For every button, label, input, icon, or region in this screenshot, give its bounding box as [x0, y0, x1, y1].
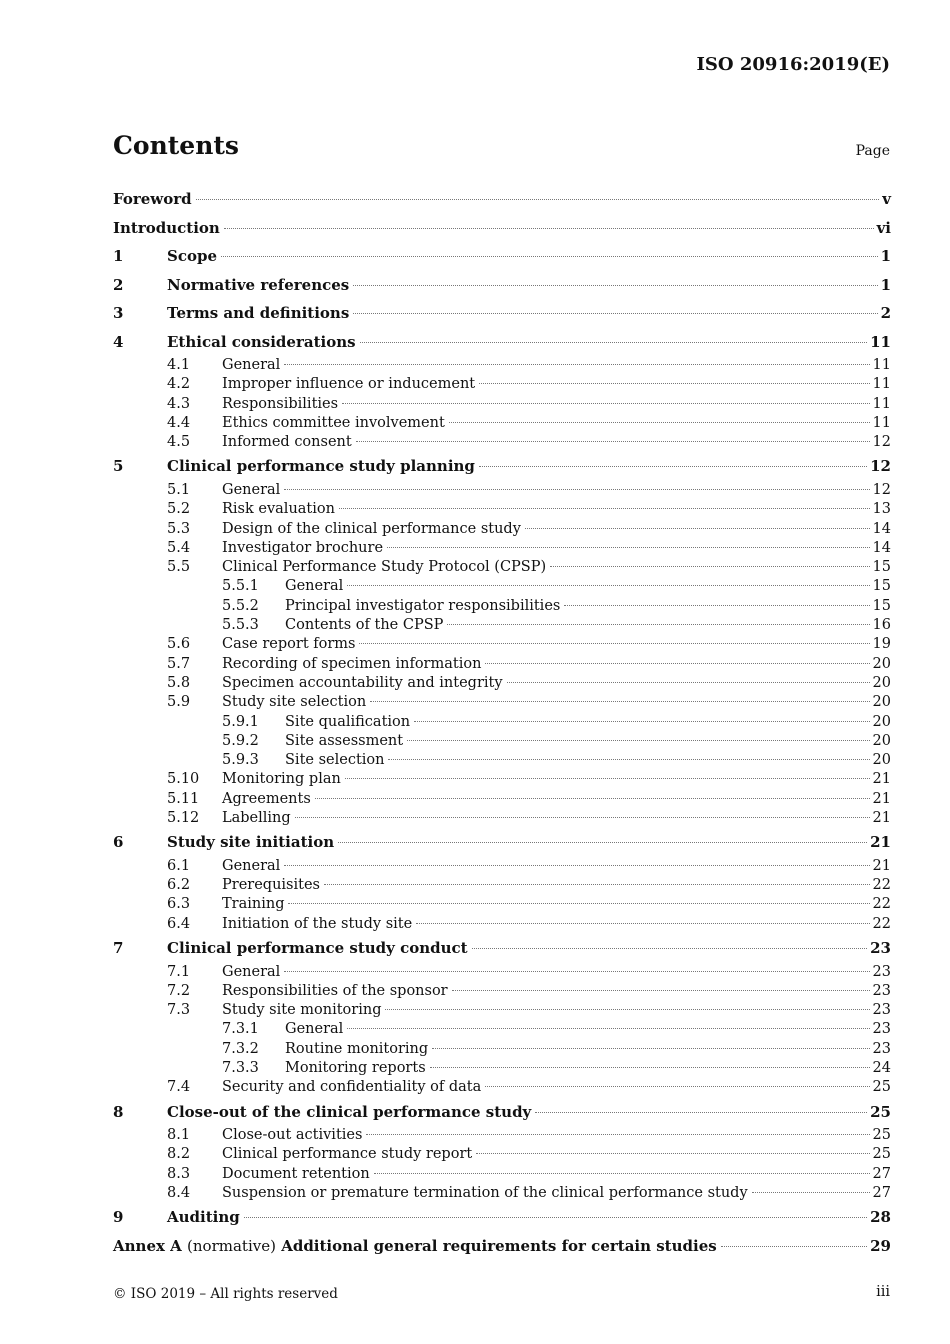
- dot-leader: [315, 798, 870, 799]
- toc-entry-number: 2: [113, 275, 124, 294]
- toc-entry-title: Ethics committee involvement: [222, 414, 445, 431]
- toc-entry[interactable]: [113, 539, 891, 558]
- toc-entry-number: 7.3.1: [222, 1021, 259, 1038]
- toc-entry-title: Monitoring reports: [285, 1060, 426, 1076]
- toc-entry[interactable]: [113, 1040, 891, 1059]
- dot-leader: [370, 701, 869, 702]
- toc-entry-page: 25: [872, 1146, 891, 1163]
- toc-entry-title: Responsibilities of the sponsor: [222, 982, 448, 999]
- dot-leader: [485, 1086, 869, 1087]
- dot-leader: [550, 566, 869, 567]
- toc-entry-title: Site selection: [285, 752, 385, 769]
- table-of-contents: [113, 185, 891, 1260]
- toc-entry-number: 5.9: [167, 694, 191, 711]
- toc-entry-title: Case report forms: [222, 636, 356, 653]
- copyright-notice: © ISO 2019 – All rights reserved: [113, 1286, 338, 1302]
- toc-entry[interactable]: [113, 732, 891, 751]
- toc-entry-number: 5.7: [167, 655, 191, 672]
- toc-entry[interactable]: [113, 895, 891, 914]
- toc-entry[interactable]: [113, 356, 891, 375]
- toc-entry-title: General: [285, 578, 344, 595]
- toc-entry-page: 28: [870, 1208, 891, 1227]
- dot-leader: [432, 1048, 869, 1049]
- toc-entry-number: 5.11: [167, 790, 200, 807]
- toc-entry-title: Clinical performance study report: [222, 1146, 473, 1163]
- toc-entry[interactable]: [113, 328, 891, 357]
- toc-entry-title: Principal investigator responsibilities: [285, 597, 561, 614]
- toc-entry[interactable]: [113, 751, 891, 770]
- dot-leader: [479, 466, 867, 467]
- dot-leader: [345, 778, 870, 779]
- toc-entry-number: 4.3: [167, 395, 191, 412]
- dot-leader: [479, 383, 869, 384]
- annex-title: Additional general requirements for certain studies: [281, 1236, 717, 1255]
- toc-entry-title: Ethical considerations: [167, 332, 356, 351]
- toc-entry[interactable]: [113, 1145, 891, 1164]
- dot-leader: [284, 364, 869, 365]
- toc-entry-number: 8.2: [167, 1146, 191, 1163]
- toc-entry-number: 3: [113, 304, 124, 322]
- toc-entry-page: 23: [872, 982, 891, 999]
- toc-entry-number: 4.2: [167, 376, 191, 393]
- toc-entry-page: 15: [872, 578, 891, 595]
- toc-entry[interactable]: [113, 414, 891, 433]
- toc-entry-number: 7.3.3: [222, 1060, 259, 1076]
- toc-entry-title: Clinical performance study planning: [167, 457, 475, 476]
- toc-entry-number: 7.3: [167, 1002, 191, 1019]
- toc-entry-page: 23: [872, 1040, 891, 1057]
- toc-entry[interactable]: [113, 242, 891, 271]
- toc-entry-title: Foreword: [113, 190, 192, 208]
- toc-entry-page: 27: [872, 1184, 891, 1201]
- toc-entry-title: Security and confidentiality of data: [222, 1079, 482, 1096]
- toc-entry-page: 11: [872, 357, 891, 373]
- toc-entry-number: 5.5.1: [222, 578, 259, 595]
- toc-entry-page: 16: [872, 617, 891, 634]
- toc-entry-page: 22: [872, 896, 891, 913]
- toc-entry-page: 21: [872, 810, 891, 827]
- toc-entry-title: [113, 1232, 719, 1261]
- toc-entry-number: 5: [113, 457, 124, 476]
- dot-leader: [476, 1153, 869, 1154]
- toc-entry-title: Investigator brochure: [222, 539, 384, 556]
- toc-entry-number: 5.3: [167, 520, 191, 537]
- toc-entry-number: 4.5: [167, 434, 191, 451]
- toc-entry-number: 7.4: [167, 1079, 191, 1096]
- toc-entry-number: 5.12: [167, 810, 200, 827]
- toc-entry-page: 20: [872, 713, 891, 730]
- toc-entry-page: 21: [872, 790, 891, 807]
- toc-entry[interactable]: [113, 809, 891, 828]
- toc-entry[interactable]: [113, 1203, 891, 1232]
- toc-entry-page: 27: [872, 1165, 891, 1182]
- toc-entry[interactable]: [113, 655, 891, 674]
- toc-entry-title: Study site initiation: [167, 833, 335, 852]
- toc-entry-number: 8.4: [167, 1184, 191, 1201]
- dot-leader: [284, 489, 869, 490]
- toc-entry[interactable]: [113, 395, 891, 414]
- dot-leader: [359, 643, 869, 644]
- toc-entry-number: 1: [113, 247, 124, 265]
- toc-entry-number: 5.5: [167, 559, 191, 576]
- toc-entry-number: 6.2: [167, 877, 191, 894]
- toc-entry[interactable]: [113, 500, 891, 519]
- toc-entry-number: 5.5.3: [222, 617, 259, 634]
- toc-entry-page: 25: [870, 1102, 891, 1121]
- toc-entry-title: Routine monitoring: [285, 1040, 429, 1057]
- toc-entry[interactable]: [113, 770, 891, 789]
- dot-leader: [339, 508, 870, 509]
- toc-entry-page: 19: [872, 636, 891, 653]
- toc-entry-title: Labelling: [222, 810, 291, 827]
- toc-entry-number: 7.1: [167, 963, 191, 980]
- toc-entry[interactable]: [113, 1098, 891, 1127]
- toc-entry-title: Close-out activities: [222, 1127, 363, 1144]
- toc-entry-title: Site qualification: [285, 713, 411, 730]
- toc-entry-number: 5.9.1: [222, 713, 259, 730]
- toc-entry[interactable]: [113, 1232, 891, 1261]
- toc-entry-number: 8: [113, 1102, 124, 1121]
- toc-entry-page: vi: [876, 218, 891, 237]
- toc-entry[interactable]: [113, 1059, 891, 1078]
- dot-leader: [356, 441, 870, 442]
- dot-leader: [385, 1009, 869, 1010]
- toc-entry-page: 11: [872, 376, 891, 393]
- toc-entry-number: 5.9.2: [222, 732, 259, 749]
- page-column-label: Page: [855, 143, 890, 159]
- toc-entry-number: 5.6: [167, 636, 191, 653]
- dot-leader: [338, 842, 867, 843]
- dot-leader: [752, 1192, 870, 1193]
- toc-entry[interactable]: [113, 1020, 891, 1039]
- toc-entry-page: 15: [872, 597, 891, 614]
- toc-entry-page: 21: [872, 857, 891, 874]
- dot-leader: [374, 1173, 870, 1174]
- toc-entry-page: 22: [872, 877, 891, 894]
- dot-leader: [525, 528, 870, 529]
- toc-entry-number: 6.3: [167, 896, 191, 913]
- toc-entry-page: 11: [872, 414, 891, 431]
- toc-entry-page: 11: [870, 332, 891, 351]
- toc-entry[interactable]: [113, 790, 891, 809]
- toc-entry[interactable]: [113, 857, 891, 876]
- dot-leader: [407, 740, 869, 741]
- toc-entry-page: 23: [870, 939, 891, 958]
- dot-leader: [347, 585, 869, 586]
- dot-leader: [535, 1112, 867, 1113]
- dot-leader: [295, 817, 870, 818]
- toc-entry-title: Recording of specimen information: [222, 655, 482, 672]
- toc-entry[interactable]: [113, 577, 891, 596]
- toc-entry-page: 20: [872, 655, 891, 672]
- toc-entry-page: 23: [872, 1002, 891, 1019]
- dot-leader: [244, 1217, 867, 1218]
- toc-entry-page: 14: [872, 520, 891, 537]
- toc-entry-number: 4: [113, 332, 124, 351]
- document-id: ISO 20916:2019(E): [696, 54, 890, 75]
- dot-leader: [224, 228, 874, 229]
- toc-entry[interactable]: [113, 1001, 891, 1020]
- toc-entry-number: 7.2: [167, 982, 191, 999]
- toc-entry-number: 6.4: [167, 915, 191, 932]
- toc-entry-title: General: [222, 857, 281, 874]
- toc-entry[interactable]: [113, 674, 891, 693]
- toc-entry-title: Suspension or premature termination of the clinical performance study: [222, 1184, 748, 1201]
- annex-label: Annex A: [113, 1236, 182, 1255]
- toc-entry-title: Document retention: [222, 1165, 370, 1182]
- toc-entry-title: Responsibilities: [222, 395, 339, 412]
- toc-entry-number: 5.5.2: [222, 597, 259, 614]
- toc-entry-title: Clinical Performance Study Protocol (CPSP): [222, 559, 547, 576]
- toc-entry-page: 12: [870, 457, 891, 476]
- toc-entry-page: 12: [872, 481, 891, 498]
- toc-entry-page: 1: [880, 247, 891, 265]
- toc-entry[interactable]: [113, 271, 891, 300]
- toc-entry-page: 13: [872, 501, 891, 518]
- toc-entry-title: Agreements: [222, 790, 311, 807]
- toc-entry[interactable]: [113, 635, 891, 654]
- dot-leader: [347, 1028, 869, 1029]
- toc-entry-number: 5.8: [167, 674, 191, 691]
- dot-leader: [414, 721, 869, 722]
- toc-entry-title: Scope: [167, 247, 218, 265]
- toc-entry[interactable]: [113, 558, 891, 577]
- toc-entry-title: Introduction: [113, 218, 220, 237]
- toc-entry-page: 23: [872, 1021, 891, 1038]
- dot-leader: [353, 285, 877, 286]
- dot-leader: [449, 422, 870, 423]
- toc-entry[interactable]: [113, 963, 891, 982]
- toc-entry-title: Risk evaluation: [222, 501, 335, 518]
- dot-leader: [430, 1067, 870, 1068]
- toc-entry-number: 8.1: [167, 1127, 191, 1144]
- dot-leader: [507, 682, 870, 683]
- toc-entry[interactable]: [113, 1165, 891, 1184]
- dot-leader: [360, 342, 868, 343]
- toc-entry-number: 8.3: [167, 1165, 191, 1182]
- toc-entry-title: Prerequisites: [222, 877, 320, 894]
- toc-entry-number: 5.4: [167, 539, 191, 556]
- toc-entry-page: 22: [872, 915, 891, 932]
- annex-type: (normative): [187, 1236, 276, 1255]
- toc-entry[interactable]: [113, 299, 891, 328]
- dot-leader: [324, 884, 870, 885]
- page-number: iii: [876, 1284, 890, 1300]
- toc-entry-page: 20: [872, 732, 891, 749]
- toc-entry[interactable]: [113, 1184, 891, 1203]
- toc-entry-page: 23: [872, 963, 891, 980]
- toc-entry[interactable]: [113, 597, 891, 616]
- toc-entry[interactable]: [113, 1126, 891, 1145]
- contents-title: Contents: [113, 131, 240, 160]
- dot-leader: [284, 865, 869, 866]
- toc-entry-page: 20: [872, 752, 891, 769]
- toc-entry[interactable]: [113, 214, 891, 243]
- dot-leader: [284, 971, 869, 972]
- toc-entry[interactable]: [113, 185, 891, 214]
- toc-entry-number: 9: [113, 1208, 124, 1227]
- toc-entry-title: Improper influence or inducement: [222, 376, 476, 393]
- toc-entry-title: Study site selection: [222, 694, 367, 711]
- toc-entry[interactable]: [113, 915, 891, 934]
- toc-entry-page: 15: [872, 559, 891, 576]
- toc-entry[interactable]: [113, 375, 891, 394]
- toc-entry-title: Clinical performance study conduct: [167, 939, 468, 958]
- dot-leader: [366, 1134, 869, 1135]
- toc-entry-title: Specimen accountability and integrity: [222, 674, 503, 691]
- toc-entry-title: Terms and definitions: [167, 304, 350, 322]
- toc-entry-page: v: [882, 190, 891, 208]
- toc-entry-number: 5.2: [167, 501, 191, 518]
- toc-entry-title: Study site monitoring: [222, 1002, 382, 1019]
- dot-leader: [221, 256, 878, 257]
- toc-entry-title: Auditing: [167, 1208, 240, 1227]
- toc-entry[interactable]: [113, 713, 891, 732]
- toc-entry-title: General: [222, 357, 281, 373]
- toc-entry-title: Informed consent: [222, 434, 352, 451]
- toc-entry-number: 5.1: [167, 481, 191, 498]
- toc-entry-page: 14: [872, 539, 891, 556]
- dot-leader: [447, 624, 869, 625]
- dot-leader: [564, 605, 869, 606]
- dot-leader: [452, 990, 870, 991]
- toc-entry-title: Training: [222, 896, 285, 913]
- dot-leader: [416, 923, 869, 924]
- toc-entry[interactable]: [113, 452, 891, 481]
- toc-entry-page: 20: [872, 694, 891, 711]
- toc-entry-number: 5.9.3: [222, 752, 259, 769]
- toc-entry-title: General: [222, 481, 281, 498]
- dot-leader: [387, 547, 870, 548]
- toc-entry[interactable]: [113, 934, 891, 963]
- toc-entry-page: 1: [880, 275, 891, 294]
- toc-entry-number: 4.1: [167, 357, 191, 373]
- toc-entry-number: 4.4: [167, 414, 191, 431]
- toc-entry-title: General: [222, 963, 281, 980]
- toc-entry[interactable]: [113, 433, 891, 452]
- toc-entry[interactable]: [113, 616, 891, 635]
- dot-leader: [288, 903, 869, 904]
- toc-entry[interactable]: [113, 828, 891, 857]
- toc-entry-page: 21: [872, 771, 891, 788]
- toc-entry-page: 25: [872, 1079, 891, 1096]
- toc-entry-page: 25: [872, 1127, 891, 1144]
- toc-entry-title: Site assessment: [285, 732, 404, 749]
- toc-entry[interactable]: [113, 481, 891, 500]
- toc-entry-page: 21: [870, 833, 891, 852]
- toc-entry[interactable]: [113, 982, 891, 1001]
- dot-leader: [388, 759, 869, 760]
- toc-entry-title: Normative references: [167, 275, 350, 294]
- toc-entry-page: 12: [872, 434, 891, 451]
- toc-entry-page: 2: [880, 304, 891, 322]
- toc-entry-number: 6: [113, 833, 124, 852]
- toc-entry[interactable]: [113, 876, 891, 895]
- toc-entry[interactable]: [113, 693, 891, 712]
- dot-leader: [485, 663, 869, 664]
- toc-entry-number: 5.10: [167, 771, 200, 788]
- toc-entry-title: Contents of the CPSP: [285, 617, 444, 634]
- toc-entry-number: 6.1: [167, 857, 191, 874]
- toc-entry[interactable]: [113, 1078, 891, 1097]
- toc-entry-page: 20: [872, 674, 891, 691]
- toc-entry-title: General: [285, 1021, 344, 1038]
- toc-entry-number: 7.3.2: [222, 1040, 259, 1057]
- toc-entry-page: 24: [872, 1060, 891, 1076]
- toc-entry-page: 29: [870, 1236, 891, 1255]
- toc-entry-title: Monitoring plan: [222, 771, 341, 788]
- dot-leader: [353, 313, 877, 314]
- dot-leader: [196, 199, 880, 200]
- toc-entry-number: 7: [113, 939, 124, 958]
- dot-leader: [342, 403, 869, 404]
- toc-entry-title: Close-out of the clinical performance study: [167, 1102, 532, 1121]
- dot-leader: [721, 1246, 867, 1247]
- toc-entry-title: Initiation of the study site: [222, 915, 413, 932]
- toc-entry[interactable]: [113, 520, 891, 539]
- dot-leader: [472, 948, 868, 949]
- toc-entry-title: Design of the clinical performance study: [222, 520, 521, 537]
- toc-entry-page: 11: [872, 395, 891, 412]
